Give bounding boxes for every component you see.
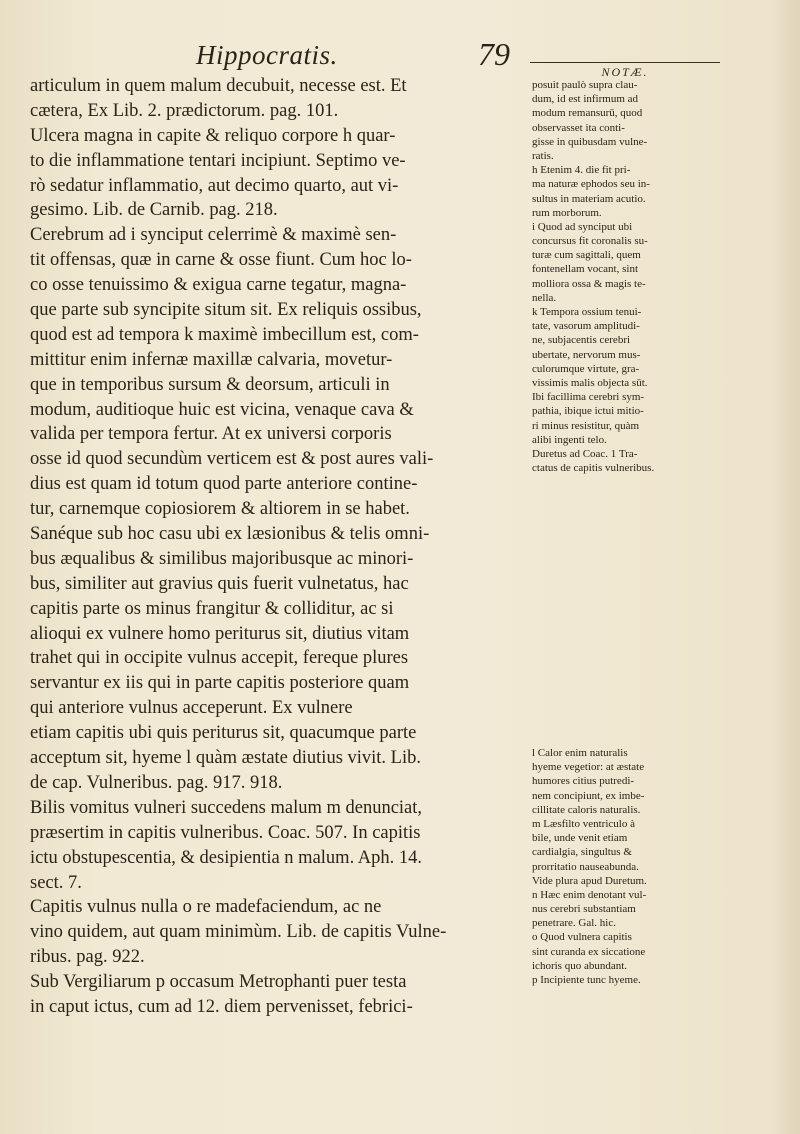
note-line: nus cerebri substantiam (532, 903, 636, 916)
text-line: sect. 7. (30, 872, 82, 893)
text-line: tit offensas, quæ in carne & osse fiunt. Cum hoc lo- (30, 250, 412, 271)
note-line: rum morborum. (532, 206, 602, 219)
text-line: de cap. Vulneribus. pag. 917. 918. (30, 772, 283, 793)
note-line: k Tempora ossium tenui- (532, 306, 642, 318)
note-line: fontenellam vocant, sint (532, 263, 638, 276)
note-line: ne, subjacentis cerebri (532, 334, 631, 347)
running-title: Hippocratis. (196, 40, 338, 70)
text-line: capitis parte os minus frangitur & colliditur, ac si (30, 598, 394, 619)
note-line: ubertate, nervorum mus- (532, 348, 641, 361)
note-line: ichoris quo abundant. (532, 959, 628, 972)
text-line: rò sedatur inflammatio, aut decimo quarto, aut vi- (30, 175, 399, 196)
note-line: pathia, ibique ictui mitio- (532, 405, 644, 418)
text-line: que parte sub syncipite situm sit. Ex reliquis ossibus, (30, 300, 422, 321)
text-line: valida per tempora fertur. At ex universi corporis (30, 424, 392, 445)
note-line: gisse in quibusdam vulne- (532, 135, 648, 148)
text-line: etiam capitis ubi quis periturus sit, quacumque parte (30, 723, 417, 744)
note-line: prorritatio nauseabunda. (532, 860, 639, 873)
note-line: Ibi facillima cerebri sym- (532, 391, 645, 404)
note-line: modum remansurū, quod (532, 107, 643, 120)
notes-lower-block (532, 746, 732, 987)
text-line: ribus. pag. 922. (30, 947, 145, 968)
text-line: mittitur enim infernæ maxillæ calvaria, movetur- (30, 349, 393, 370)
note-line: turæ cum sagittali, quem (532, 249, 641, 262)
note-line: alibi ingenti telo. (532, 433, 607, 446)
text-line: que in temporibus sursum & deorsum, articuli in (30, 374, 390, 395)
page-edge-shadow (770, 0, 800, 1134)
main-text-column (30, 74, 526, 1020)
note-line: n Hæc enim denotant vul- (532, 888, 647, 901)
text-line: to die inflammatione tentari incipiunt. Septimo ve- (30, 150, 406, 171)
note-line: ratis. (532, 149, 554, 162)
note-line: h Etenim 4. die fit pri- (532, 164, 631, 177)
note-line: tate, vasorum amplitudi- (532, 320, 640, 333)
note-line: concursus fit coronalis su- (532, 235, 648, 248)
note-line: o Quod vulnera capitis (532, 931, 632, 944)
text-line: trahet qui in occipite vulnus accepit, fereque plures (30, 648, 409, 669)
notes-heading: NOTÆ. (530, 62, 720, 80)
text-line: tur, carnemque copiosiorem & altiorem in se habet. (30, 499, 410, 520)
text-line: Cerebrum ad i synciput celerrimè & maximè sen- (30, 225, 397, 246)
note-line: Duretus ad Coac. 1 Tra- (532, 447, 638, 460)
note-line: posuit paulò supra clau- (532, 79, 638, 91)
text-line: servantur ex iis qui in parte capitis posteriore quam (30, 673, 410, 694)
note-line: p Incipiente tunc hyeme. (532, 974, 641, 986)
text-line: osse id quod secundùm verticem est & post aures vali- (30, 449, 434, 470)
text-line: Bilis vomitus vulneri succedens malum m denunciat, (30, 797, 423, 818)
note-line: ma naturæ ephodos seu in- (532, 178, 650, 191)
notes-upper-block (532, 78, 732, 475)
note-line: vissimis malis objecta sūt. (532, 376, 648, 389)
note-line: bile, unde venit etiam (532, 832, 628, 845)
note-line: ri minus resistitur, quàm (532, 419, 640, 432)
note-line: observasset ita conti- (532, 121, 625, 134)
text-line: Sub Vergiliarum p occasum Metrophanti puer testa (30, 972, 407, 993)
note-line: Vide plura apud Duretum. (532, 874, 647, 887)
text-line: qui anteriore vulnus acceperunt. Ex vulnere (30, 698, 353, 719)
text-line: co osse tenuissimo & exigua carne tegatur, magna- (30, 275, 407, 296)
note-line: l Calor enim naturalis (532, 747, 628, 759)
text-line: alioqui ex vulnere homo periturus sit, diutius vitam (30, 623, 410, 644)
note-line: cillitate caloris naturalis. (532, 803, 641, 816)
note-line: culorumque virtute, gra- (532, 362, 640, 375)
text-line: modum, auditioque huic est vicina, venaque cava & (30, 399, 414, 420)
text-line: vino quidem, aut quam minimùm. Lib. de capitis Vulne- (30, 922, 447, 943)
text-line: cætera, Ex Lib. 2. prædictorum. pag. 101. (30, 100, 339, 121)
text-line: in caput ictus, cum ad 12. diem pervenisset, febrici- (30, 996, 413, 1017)
text-line: bus æqualibus & similibus majoribusque ac minori- (30, 548, 414, 569)
note-line: cardialgia, singultus & (532, 846, 632, 859)
text-line: dius est quam id totum quod parte anteriore contine- (30, 474, 418, 495)
note-line: sint curanda ex siccatione (532, 945, 646, 958)
note-line: penetrare. Gal. hic. (532, 917, 616, 930)
note-line: molliora ossa & magis te- (532, 277, 646, 290)
page-number: 79 (478, 36, 510, 72)
note-line: nella. (532, 291, 557, 304)
note-line: humores citius putredi- (532, 775, 635, 788)
text-line: gesimo. Lib. de Carnib. pag. 218. (30, 200, 278, 221)
note-line: dum, id est infirmum ad (532, 93, 639, 106)
note-line: nem concipiunt, ex imbe- (532, 789, 645, 802)
note-line: ctatus de capitis vulneribus. (532, 462, 655, 475)
text-line: acceptum sit, hyeme l quàm æstate diutius vivit. Lib. (30, 748, 422, 769)
text-line: bus, similiter aut gravius quis fuerit vulnetatus, hac (30, 573, 409, 594)
text-line: Sanéque sub hoc casu ubi ex læsionibus & telis omni- (30, 524, 430, 545)
text-line: Ulcera magna in capite & reliquo corpore h quar- (30, 125, 396, 146)
text-line: quod est ad tempora k maximè imbecillum est, com- (30, 324, 419, 345)
text-line: ictu obstupescentia, & desipientia n malum. Aph. 14. (30, 847, 423, 868)
text-line: præsertim in capitis vulneribus. Coac. 507. In capitis (30, 822, 421, 843)
text-line: Capitis vulnus nulla o re madefaciendum, ac ne (30, 897, 382, 918)
note-line: hyeme vegetior: at æstate (532, 761, 645, 774)
note-line: sultus in materiam acutio. (532, 192, 646, 205)
text-line: articulum in quem malum decubuit, necesse est. Et (30, 76, 407, 96)
note-line: i Quod ad synciput ubi (532, 220, 633, 233)
note-line: m Læsfilto ventriculo à (532, 817, 635, 830)
